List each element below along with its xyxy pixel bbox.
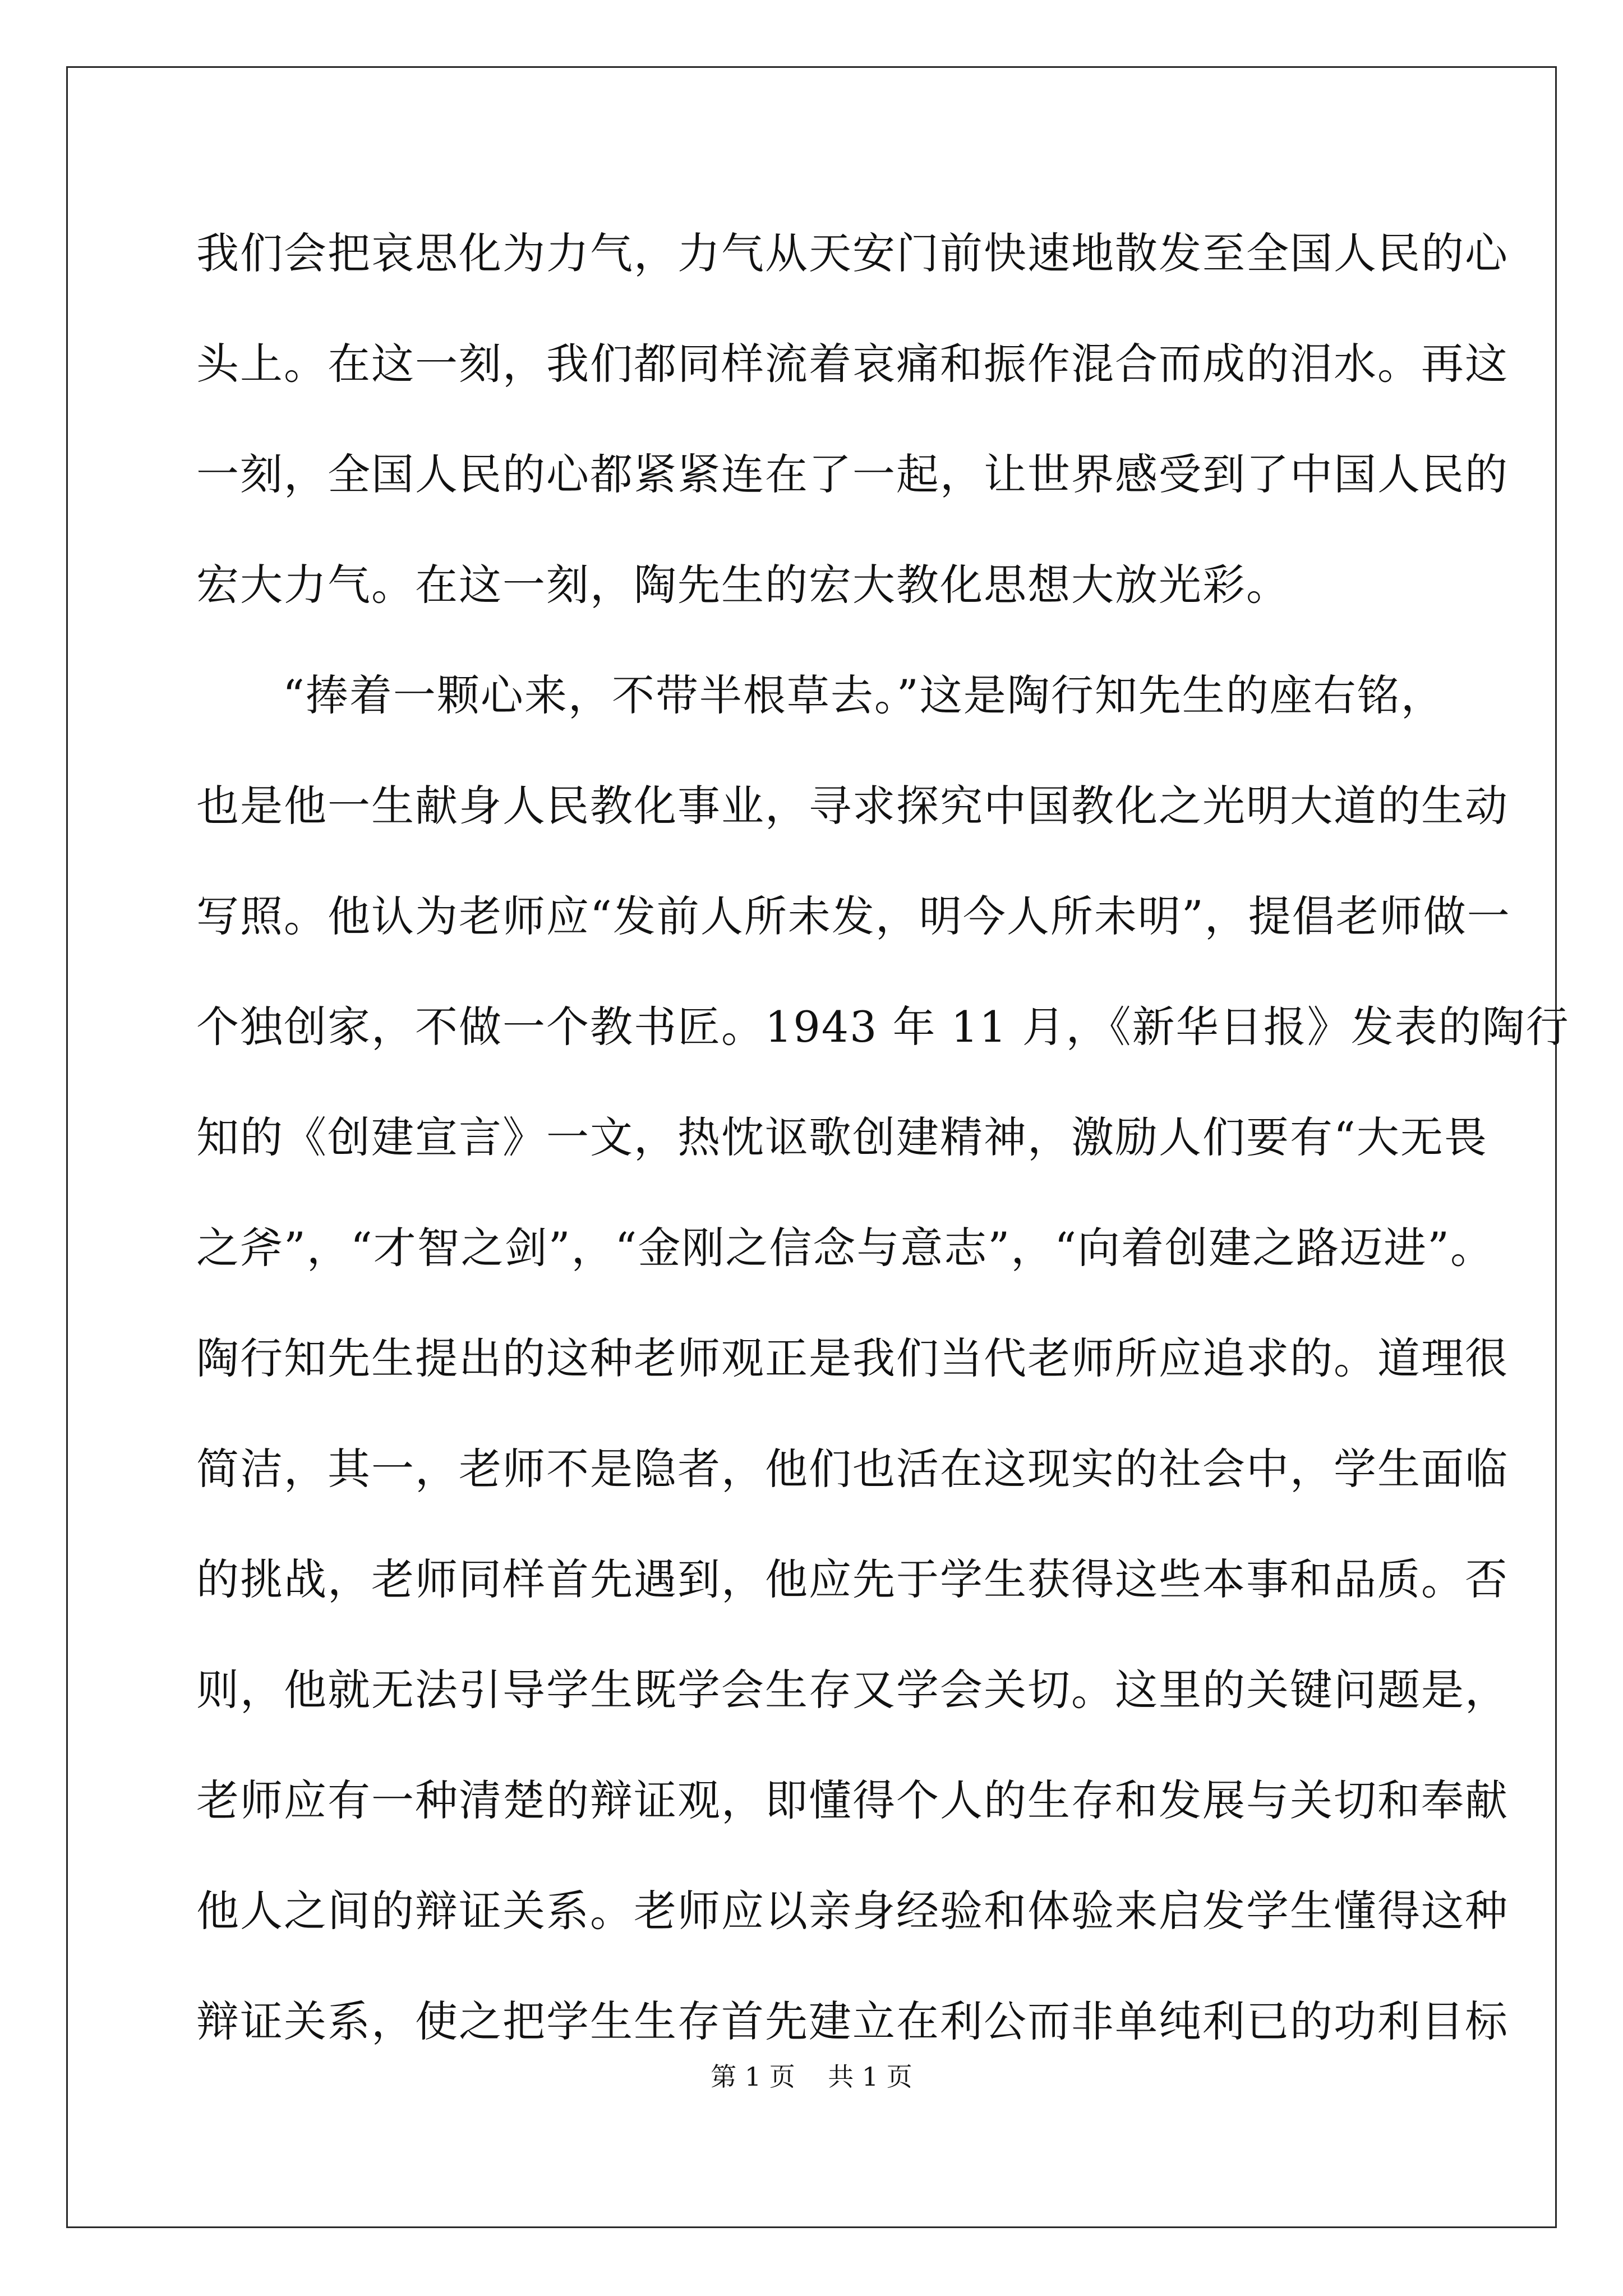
text-line: 写照。他认为老师应“发前人所未发，明今人所未明”，提倡老师做一	[196, 891, 1511, 941]
text-line: 简洁，其一，老师不是隐者，他们也活在这现实的社会中，学生面临	[196, 1444, 1509, 1494]
text-line: 则，他就无法引导学生既学会生存又学会关切。这里的关键问题是，	[196, 1665, 1509, 1715]
page-footer: 第 1 页 共 1 页	[711, 2062, 912, 2092]
body-text	[196, 220, 1570, 2099]
text-line: 个独创家，不做一个教书匠。1943 年 11 月，《新华日报》发表的陶行	[196, 1002, 1570, 1052]
text-line: 也是他一生献身人民教化事业，寻求探究中国教化之光明大道的生动	[196, 781, 1509, 831]
paragraph-first-line: “捧着一颗心来，不带半根草去。”这是陶行知先生的座右铭，	[283, 670, 1445, 720]
text-line: 知的《创建宣言》一文，热忱讴歌创建精神，激励人们要有“大无畏	[196, 1112, 1488, 1162]
text-line: 头上。在这一刻，我们都同样流着哀痛和振作混合而成的泪水。再这	[196, 339, 1509, 389]
text-line: 辩证关系，使之把学生生存首先建立在利公而非单纯利已的功利目标	[196, 1996, 1509, 2046]
text-line: 陶行知先生提出的这种老师观正是我们当代老师所应追求的。道理很	[196, 1333, 1509, 1383]
text-line: 宏大力气。在这一刻，陶先生的宏大教化思想大放光彩。	[196, 560, 1290, 610]
text-line: 他人之间的辩证关系。老师应以亲身经验和体验来启发学生懂得这种	[196, 1886, 1509, 1936]
text-line: 之斧”，“才智之剑”，“金刚之信念与意志”，“向着创建之路迈进”。	[196, 1223, 1494, 1273]
text-line: 我们会把哀思化为力气，力气从天安门前快速地散发至全国人民的心	[196, 228, 1509, 278]
text-line: 一刻，全国人民的心都紧紧连在了一起，让世界感受到了中国人民的	[196, 449, 1509, 499]
text-line: 老师应有一种清楚的辩证观，即懂得个人的生存和发展与关切和奉献	[196, 1775, 1509, 1825]
text-line: 的挑战，老师同样首先遇到，他应先于学生获得这些本事和品质。否	[196, 1554, 1509, 1604]
